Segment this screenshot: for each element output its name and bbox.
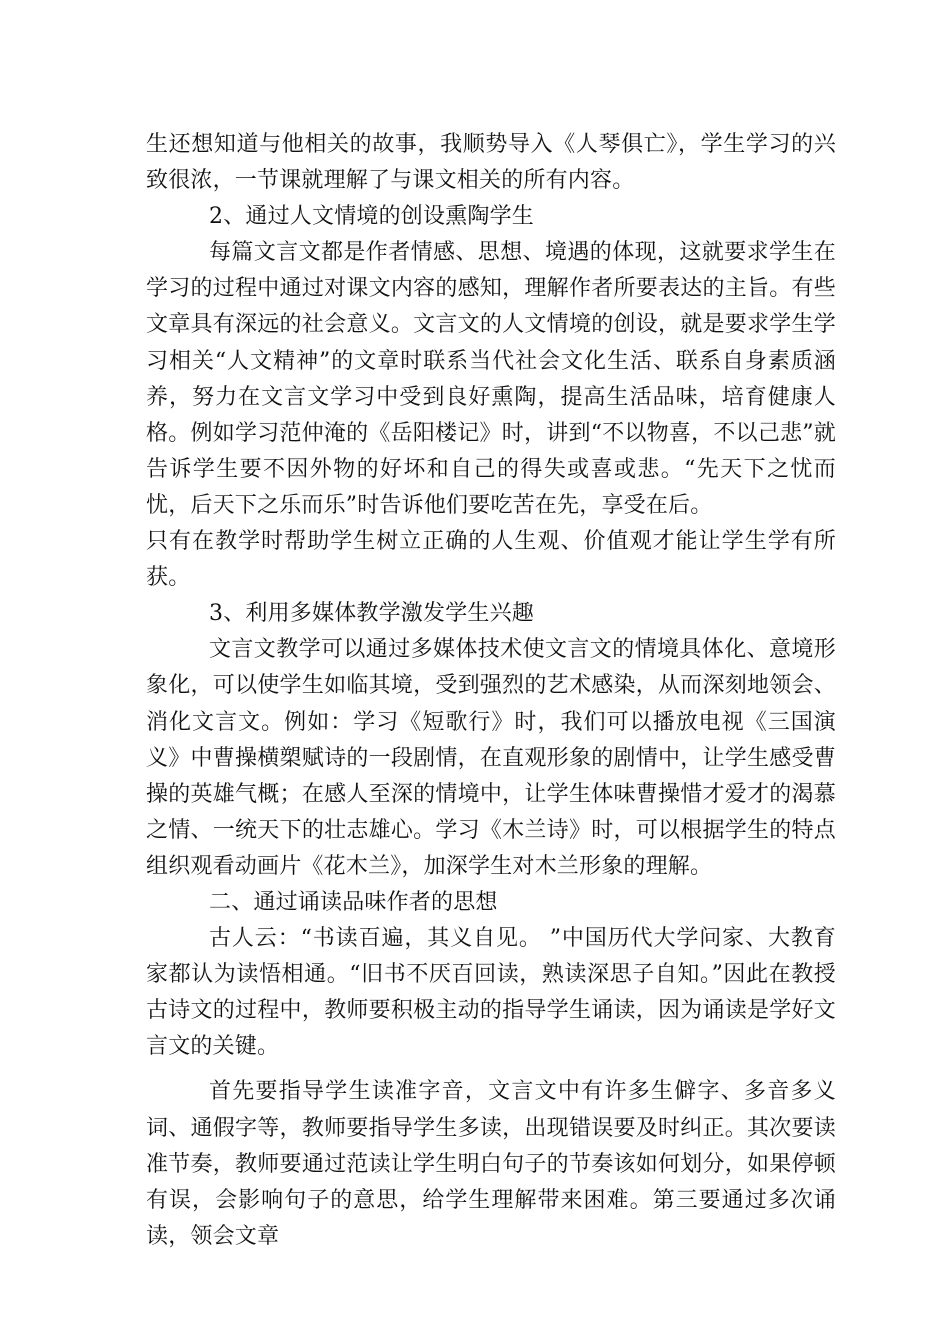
paragraph-pronunciation: 首先要指导学生读准字音，文言文中有许多生僻字、多音多义词、通假字等，教师要指导学生多读，出现错误要及时纠正。其次要读准节奏，教师要通过范读让学生明白句子的节奏该如何划分，如果停顿有误，会影响句子的意思，给学生理解带来困难。第三要通过多次诵读，领会文章: [146, 1079, 836, 1249]
paragraph-ancient-saying: 古人云：“书读百遍，其义自见。 ”中国历代大学问家、大教育家都认为读悟相通。“旧书不厌百回读，熟读深思子自知。”因此在教授古诗文的过程中，教师要积极主动的指导学生诵读，因为诵读是学好文言文的关键。: [146, 926, 836, 1060]
paragraph-outlook: 只有在教学时帮助学生树立正确的人生观、价值观才能让学生学有所获。: [146, 529, 836, 591]
paragraph-continuation: 生还想知道与他相关的故事，我顺势导入《人琴俱亡》，学生学习的兴致很浓，一节课就理解了与课文相关的所有内容。: [146, 132, 836, 194]
document-body: [146, 127, 836, 1255]
section-heading-3: 3、利用多媒体教学激发学生兴趣: [209, 601, 534, 627]
paragraph-multimedia: 文言文教学可以通过多媒体技术使文言文的情境具体化、意境形象化，可以使学生如临其境，受到强烈的艺术感染，从而深刻地领会、消化文言文。例如：学习《短歌行》时，我们可以播放电视《三国演义》中曹操横槊赋诗的一段剧情，在直观形象的剧情中，让学生感受曹操的英雄气概；在感人至深的情境中，让学生体味曹操惜才爱才的渴慕之情、一统天下的壮志雄心。学习《木兰诗》时，可以根据学生的特点组织观看动画片《花木兰》，加深学生对木兰形象的理解。: [146, 637, 836, 879]
paragraph-humanistic-context: 每篇文言文都是作者情感、思想、境遇的体现，这就要求学生在学习的过程中通过对课文内容的感知，理解作者所要表达的主旨。有些文章具有深远的社会意义。文言文的人文情境的创设，就是要求学生学习相关“人文精神”的文章时联系当代社会文化生活、联系自身素质涵养，努力在文言文学习中受到良好熏陶，提高生活品味，培育健康人格。例如学习范仲淹的《岳阳楼记》时，讲到“不以物喜，不以己悲”就告诉学生要不因外物的好坏和自己的得失或喜或悲。“先天下之忧而忧，后天下之乐而乐”时告诉他们要吃苦在先，享受在后。: [146, 240, 836, 518]
section-heading-2: 2、通过人文情境的创设熏陶学生: [209, 204, 534, 230]
section-heading-recitation: 二、通过诵读品味作者的思想: [209, 889, 498, 915]
